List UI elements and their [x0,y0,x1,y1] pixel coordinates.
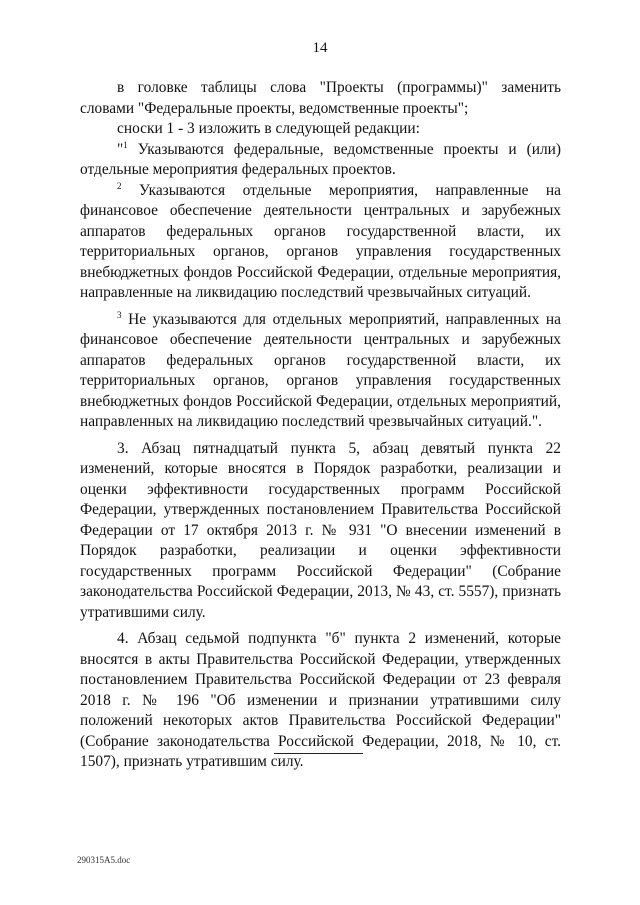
footnote-3-text: Не указываются для отдельных мероприятий, направленных на финансовое обеспечение деятельности центральных и зарубежных аппаратов федеральных органов государственной власти, их территориальных органов, органов управления государственных внебюджетных фондов Российской Федерации, отдельных мероприятий, направленных на ликвидацию последствий чрезвычайных ситуаций.". [80,310,561,430]
footnote-1 [80,140,561,181]
page-number: 14 [312,40,328,56]
footnote-2 [80,181,561,304]
item-3: 3. Абзац пятнадцатый пункта 5, абзац девятый пункта 22 изменений, которые вносятся в Порядок разработки, реализации и оценки эффективности государственных программ Российской Федерации, утвержденных постановлением Правительства Российской Федерации от 17 октября 2013 г. № 931 "О внесении изменений в Порядок разработки, реализации и оценки эффективности государственных программ Российской Федерации" (Собрание законодательства Российской Федерации, 2013, № 43, ст. 5557), признать утратившими силу. [80,439,561,621]
footnote-2-mark: 2 [117,180,122,191]
footnote-2-text: Указываются отдельные мероприятия, направленные на финансовое обеспечение деятельности центральных и зарубежных аппаратов федеральных органов государственной власти, их территориальных органов, органов управления государственных внебюджетных фондов Российской Федерации, отдельные мероприятия, направленные на ликвидацию последствий чрезвычайных ситуаций. [80,181,561,301]
footnote-1-mark: 1 [123,139,128,150]
footnote-3 [80,310,561,433]
document-body [80,78,561,773]
end-divider [274,753,363,754]
footnote-1-prefix: " [117,140,124,158]
footnote-3-mark: 3 [117,309,122,320]
paragraph-footnotes-intro: сноски 1 - 3 изложить в следующей редакции: [117,120,420,137]
footnote-1-text: Указываются федеральные, ведомственные проекты и (или) отдельные мероприятия федеральных проектов. [80,140,561,178]
paragraph-header-replacement: в головке таблицы слова "Проекты (программы)" заменить словами "Федеральные проекты, ведомственные проекты"; [80,79,561,117]
footer-file-code: 290315А5.doc [77,855,131,865]
item-4: 4. Абзац седьмой подпункта "б" пункта 2 изменений, которые вносятся в акты Правительства Российской Федерации, утвержденных постановлением Правительства Российской Федерации от 23 февраля 2018 г. № 196 "Об изменении и признании утратившими силу положений некоторых актов Правительства Российской Федерации" (Собрание законодательства Российской Федерации, 2018, № 10, ст. 1507), признать утратившим силу. [80,630,561,770]
